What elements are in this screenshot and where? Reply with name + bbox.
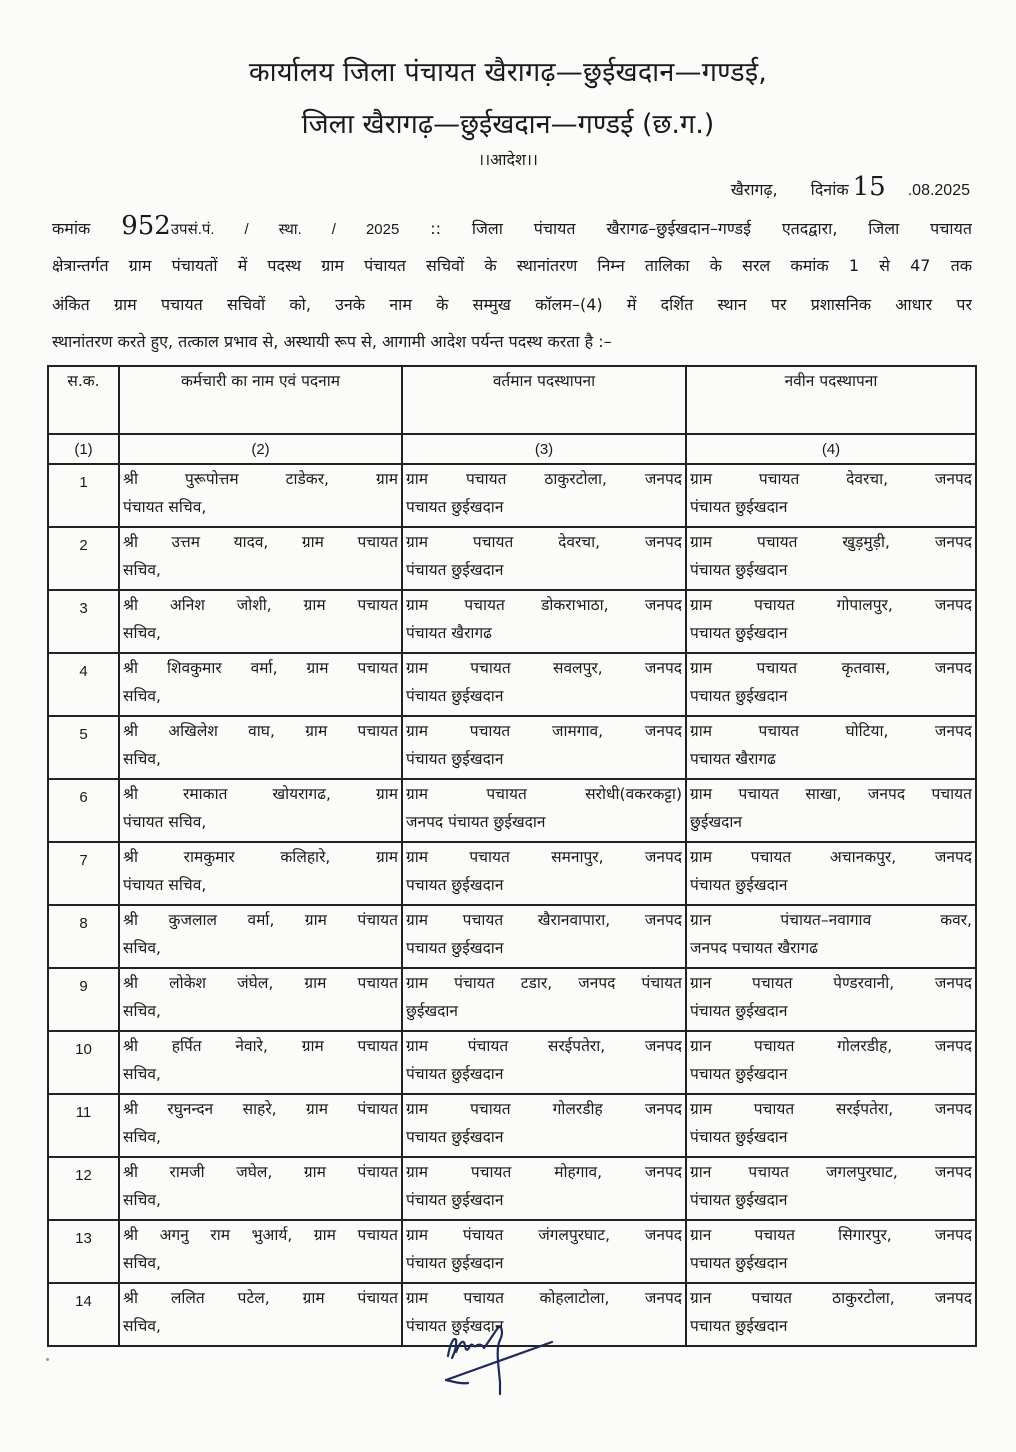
date-label: दिनांक [810,180,849,199]
employee-name-cell [119,1157,402,1220]
table-row [48,779,976,842]
new-posting-cell-text [690,1032,972,1088]
employee-name-cell-line-1: श्री कुजलाल वर्मा, ग्राम पंचायत [123,911,398,929]
table-row [48,905,976,968]
employee-name-cell-line-2: सचिव, [123,1191,161,1209]
new-posting-cell [686,779,976,842]
new-posting-cell [686,464,976,527]
employee-name-cell-line-2: सचिव, [123,1002,161,1020]
employee-name-cell [119,464,402,527]
new-posting-cell-line-2: पचायत छुईखदान [690,1317,788,1335]
serial-number: 8 [48,905,119,968]
new-posting-cell-text [690,906,972,962]
current-posting-cell-line-1: ग्राम पचायत गोलरडीह जनपद [406,1100,682,1118]
new-posting-cell-text [690,969,972,1025]
current-posting-cell-text [406,969,682,1025]
employee-name-cell-line-1: श्री पुरूपोत्तम टाडेकर, ग्राम [123,470,398,488]
header-current-posting: वर्तमान पदस्थापना [402,366,686,434]
table-row [48,842,976,905]
serial-number: 7 [48,842,119,905]
new-posting-cell-line-1: ग्रान पचायत सिगारपुर, जनपद [690,1226,972,1244]
column-number: (1) [48,434,119,464]
handwritten-day: 15 [852,172,886,202]
employee-name-cell-text [123,591,398,647]
current-posting-cell-text [406,717,682,773]
employee-name-cell-text [123,1221,398,1277]
signature-stroke [446,1380,468,1383]
new-posting-cell-line-2: जनपद पचायत खैरागढ [690,939,818,957]
current-posting-cell-line-2: पंचायत छुईखदान [406,687,504,705]
transfer-table [47,365,977,1347]
new-posting-cell-line-2: पचायत खैरागढ [690,750,776,768]
current-posting-cell [402,464,686,527]
new-posting-cell [686,590,976,653]
current-posting-cell-text [406,1095,682,1151]
new-posting-cell-line-2: पंचायत छुईखदान [690,1191,788,1209]
employee-name-cell-text [123,717,398,773]
current-posting-cell [402,1031,686,1094]
employee-name-cell-line-2: सचिव, [123,1065,161,1083]
employee-name-cell [119,779,402,842]
employee-name-cell-line-2: सचिव, [123,1254,161,1272]
serial-number: 4 [48,653,119,716]
employee-name-cell-line-2: सचिव, [123,1317,161,1335]
new-posting-cell-line-2: छुईखदान [690,813,743,831]
employee-name-cell-line-2: पंचायत सचिव, [123,498,207,516]
current-posting-cell-line-2: पचायत छुईखदान [406,939,504,957]
new-posting-cell-line-1: ग्रान पचायत ठाकुरटोला, जनपद [690,1289,972,1307]
employee-name-cell-line-2: सचिव, [123,750,161,768]
new-posting-cell-text [690,717,972,773]
table-row [48,1031,976,1094]
new-posting-cell-line-1: ग्रान पंचायत–नवागाव कवर, [690,911,972,929]
current-posting-cell [402,1220,686,1283]
employee-name-cell-line-1: श्री अनिश जोशी, ग्राम पचायत [123,596,398,614]
current-posting-cell-line-2: पंचायत छुईखदान [406,1254,504,1272]
employee-name-cell-text [123,1284,398,1340]
employee-name-cell-text [123,843,398,899]
current-posting-cell-line-2: पंचायत छुईखदान [406,1317,504,1335]
new-posting-cell [686,1031,976,1094]
serial-number: 13 [48,1220,119,1283]
column-number: (4) [686,434,976,464]
current-posting-cell [402,653,686,716]
employee-name-cell-text [123,528,398,584]
current-posting-cell-line-2: पंचायत खैरागढ [406,624,492,642]
new-posting-cell-text [690,780,972,836]
employee-name-cell-line-1: श्री ललित पटेल, ग्राम पंचायत [123,1289,398,1307]
new-posting-cell-line-2: पंचायत छुईखदान [690,1128,788,1146]
employee-name-cell-line-1: श्री रामजी जघेल, ग्राम पंचायत [123,1163,398,1181]
employee-name-cell-line-2: सचिव, [123,561,161,579]
new-posting-cell [686,716,976,779]
current-posting-cell-line-2: पचायत छुईखदान [406,1128,504,1146]
employee-name-cell [119,905,402,968]
employee-name-cell-text [123,654,398,710]
order-body-line-2: क्षेत्रान्तर्गत ग्राम पंचायतों में पदस्थ ग्राम पंचायत सचिवों के स्थानांतरण निम्न तालिका के सरल कमांक 1 से 47 तक [52,256,972,275]
current-posting-cell-line-1: ग्राम पंचायत जंगलपुरघाट, जनपद [406,1226,682,1244]
current-posting-cell [402,1094,686,1157]
employee-name-cell-line-1: श्री रमाकात खोयरागढ, ग्राम [123,785,398,803]
table-header-row [48,366,976,434]
current-posting-cell [402,905,686,968]
employee-name-cell [119,653,402,716]
table-row [48,1157,976,1220]
employee-name-cell-line-2: सचिव, [123,624,161,642]
employee-name-cell-line-1: श्री उत्तम यादव, ग्राम पचायत [123,533,398,551]
employee-name-cell-line-2: सचिव, [123,687,161,705]
new-posting-cell-text [690,1221,972,1277]
employee-name-cell-line-1: श्री हर्पित नेवारे, ग्राम पचायत [123,1037,398,1055]
current-posting-cell-line-1: ग्राम पचायत मोहगाव, जनपद [406,1163,682,1181]
current-posting-cell [402,716,686,779]
employee-name-cell-line-1: श्री रघुनन्दन साहरे, ग्राम पंचायत [123,1100,398,1118]
current-posting-cell-text [406,1032,682,1088]
employee-name-cell [119,590,402,653]
employee-name-cell [119,716,402,779]
current-posting-cell [402,779,686,842]
serial-number: 5 [48,716,119,779]
employee-name-cell-line-2: सचिव, [123,939,161,957]
handwritten-ref-number: 952 [121,211,171,241]
new-posting-cell-line-1: ग्राम पचायत खुड़मुड़ी, जनपद [690,533,972,551]
current-posting-cell-line-2: पचायत छुईखदान [406,498,504,516]
current-posting-cell-line-1: ग्राम पचायत सवलपुर, जनपद [406,659,682,677]
new-posting-cell-line-2: पचायत छुईखदान [690,624,788,642]
new-posting-cell-line-1: ग्राम पचायत साखा, जनपद पचायत [690,785,972,803]
serial-number: 1 [48,464,119,527]
new-posting-cell-text [690,843,972,899]
table-row [48,968,976,1031]
signature-stroke [456,1342,484,1352]
header-serial: स.क. [48,366,119,434]
column-number-row [48,434,976,464]
employee-name-cell-line-1: श्री शिवकुमार वर्मा, ग्राम पचायत [123,659,398,677]
date-month-year: .08.2025 [907,182,970,199]
employee-name-cell [119,968,402,1031]
new-posting-cell-text [690,1158,972,1214]
employee-name-cell-line-2: पंचायत सचिव, [123,876,207,894]
table-row [48,1220,976,1283]
employee-name-cell-text [123,1032,398,1088]
new-posting-cell-line-2: पंचायत छुईखदान [690,561,788,579]
current-posting-cell-text [406,1221,682,1277]
place-name: खैरागढ़, [730,180,778,199]
current-posting-cell-text [406,843,682,899]
serial-number: 14 [48,1283,119,1346]
new-posting-cell [686,842,976,905]
new-posting-cell [686,905,976,968]
current-posting-cell-text [406,465,682,521]
current-posting-cell-line-1: ग्राम पंचायत टडार, जनपद पंचायत [406,974,682,992]
order-body [52,210,972,358]
table-row [48,716,976,779]
column-number: (3) [402,434,686,464]
order-body-line-1 [52,210,972,243]
office-title: कार्यालय जिला पंचायत खैरागढ़—छुईखदान—गण्डई, [248,57,768,88]
current-posting-cell-text [406,1158,682,1214]
new-posting-cell [686,1283,976,1346]
serial-number: 6 [48,779,119,842]
new-posting-cell-line-2: पंचायत छुईखदान [690,1002,788,1020]
signature-image [438,1322,588,1402]
new-posting-cell-line-2: पचायत छुईखदान [690,687,788,705]
new-posting-cell-text [690,1284,972,1340]
current-posting-cell-line-2: छुईखदान [406,1002,459,1020]
employee-name-cell-line-1: श्री लोकेश जंघेल, ग्राम पचायत [123,974,398,992]
header-new-posting: नवीन पदस्थापना [686,366,976,434]
new-posting-cell [686,527,976,590]
current-posting-cell-line-2: जनपद पंचायत छुईखदान [406,813,546,831]
employee-name-cell [119,1283,402,1346]
employee-name-cell [119,1031,402,1094]
current-posting-cell-line-1: ग्राम पचायत सरोधी(वकरकट्टा) [406,785,682,803]
order-body-line-1-rest: :: जिला पंचायत खैरागढ–छुईखदान–गण्डई एतदद्वारा, जिला पचायत [430,219,972,238]
new-posting-cell-text [690,1095,972,1151]
signature-stroke [448,1339,456,1358]
new-posting-cell-line-2: पंचायत छुईखदान [690,498,788,516]
new-posting-cell [686,1220,976,1283]
new-posting-cell-line-1: ग्राम पचायत घोटिया, जनपद [690,722,972,740]
serial-number: 2 [48,527,119,590]
current-posting-cell-line-1: ग्राम पचायत डोकराभाठा, जनपद [406,596,682,614]
current-posting-cell-line-1: ग्राम पचायत कोहलाटोला, जनपद [406,1289,682,1307]
current-posting-cell-text [406,654,682,710]
new-posting-cell-text [690,465,972,521]
new-posting-cell-line-2: पचायत छुईखदान [690,1254,788,1272]
table-row [48,1094,976,1157]
current-posting-cell-line-2: पचायत छुईखदान [406,876,504,894]
employee-name-cell [119,1220,402,1283]
employee-name-cell-line-1: श्री अगनु राम भुआर्य, ग्राम पचायत [123,1226,398,1244]
employee-name-cell-text [123,780,398,836]
employee-name-cell [119,1094,402,1157]
employee-name-cell-text [123,906,398,962]
new-posting-cell-line-1: ग्रान पचायत गोलरडीह, जनपद [690,1037,972,1055]
current-posting-cell-line-1: ग्राम पंचायत सरईपतेरा, जनपद [406,1037,682,1055]
serial-number: 11 [48,1094,119,1157]
current-posting-cell [402,527,686,590]
header-employee-name: कर्मचारी का नाम एवं पदनाम [119,366,402,434]
employee-name-cell [119,527,402,590]
serial-number: 3 [48,590,119,653]
employee-name-cell-line-1: श्री रामकुमार कलिहारे, ग्राम [123,848,398,866]
current-posting-cell [402,842,686,905]
speck [46,1358,49,1361]
employee-name-cell-line-2: सचिव, [123,1128,161,1146]
table-body [48,464,976,1346]
current-posting-cell-text [406,780,682,836]
table-row [48,464,976,527]
new-posting-cell-line-2: पचायत छुईखदान [690,1065,788,1083]
order-body-line-3: अंकित ग्राम पचायत सचिवों को, उनके नाम के सम्मुख कॉलम–(4) में दर्शित स्थान पर प्रशासनिक आधार पर [52,295,972,314]
new-posting-cell-line-1: ग्रान पचायत पेण्डरवानी, जनपद [690,974,972,992]
order-body-line-4: स्थानांतरण करते हुए, तत्काल प्रभाव से, अस्थायी रूप से, आगामी आदेश पर्यन्त पदस्थ करता है :– [52,332,612,351]
table-row [48,653,976,716]
new-posting-cell-line-1: ग्रान पचायत जगलपुरघाट, जनपद [690,1163,972,1181]
current-posting-cell-line-1: ग्राम पचायत ठाकुरटोला, जनपद [406,470,682,488]
current-posting-cell-line-1: ग्राम पचायत समनापुर, जनपद [406,848,682,866]
serial-number: 10 [48,1031,119,1094]
date-line [731,172,970,202]
new-posting-cell-line-1: ग्राम पचायत सरईपतेरा, जनपद [690,1100,972,1118]
employee-name-cell-text [123,1158,398,1214]
employee-name-cell-text [123,969,398,1025]
new-posting-cell-text [690,528,972,584]
current-posting-cell-line-2: पंचायत छुईखदान [406,1065,504,1083]
current-posting-cell-line-1: ग्राम पचायत खैरानवापारा, जनपद [406,911,682,929]
current-posting-cell [402,1157,686,1220]
new-posting-cell-line-1: ग्राम पचायत देवरचा, जनपद [690,470,972,488]
employee-name-cell-text [123,465,398,521]
new-posting-cell [686,653,976,716]
current-posting-cell [402,590,686,653]
new-posting-cell-text [690,654,972,710]
table-row [48,527,976,590]
current-posting-cell-line-2: पंचायत छुईखदान [406,1191,504,1209]
current-posting-cell-line-1: ग्राम पचायत देवरचा, जनपद [406,533,682,551]
new-posting-cell-line-1: ग्राम पचायत अचानकपुर, जनपद [690,848,972,866]
order-heading: ।।आदेश।। [478,150,538,169]
employee-name-cell-line-2: पंचायत सचिव, [123,813,207,831]
column-number: (2) [119,434,402,464]
new-posting-cell-line-1: ग्राम पचायत कृतवास, जनपद [690,659,972,677]
new-posting-cell-text [690,591,972,647]
new-posting-cell [686,1157,976,1220]
new-posting-cell-line-1: ग्राम पचायत गोपालपुर, जनपद [690,596,972,614]
serial-number: 12 [48,1157,119,1220]
current-posting-cell-line-1: ग्राम पचायत जामगाव, जनपद [406,722,682,740]
employee-name-cell-text [123,1095,398,1151]
current-posting-cell-text [406,906,682,962]
ref-label: कमांक [52,219,91,238]
current-posting-cell [402,968,686,1031]
current-posting-cell-text [406,591,682,647]
employee-name-cell [119,842,402,905]
current-posting-cell-text [406,528,682,584]
serial-number: 9 [48,968,119,1031]
employee-name-cell-line-1: श्री अखिलेश वाघ, ग्राम पचायत [123,722,398,740]
current-posting-cell-line-2: पंचायत छुईखदान [406,750,504,768]
new-posting-cell [686,968,976,1031]
ref-suffix: उपसं.पं. / स्था. / 2025 [170,221,400,238]
new-posting-cell [686,1094,976,1157]
new-posting-cell-line-2: पंचायत छुईखदान [690,876,788,894]
district-title: जिला खैरागढ़—छुईखदान—गण्डई (छ.ग.) [301,109,715,140]
table-row [48,590,976,653]
current-posting-cell-line-2: पंचायत छुईखदान [406,561,504,579]
